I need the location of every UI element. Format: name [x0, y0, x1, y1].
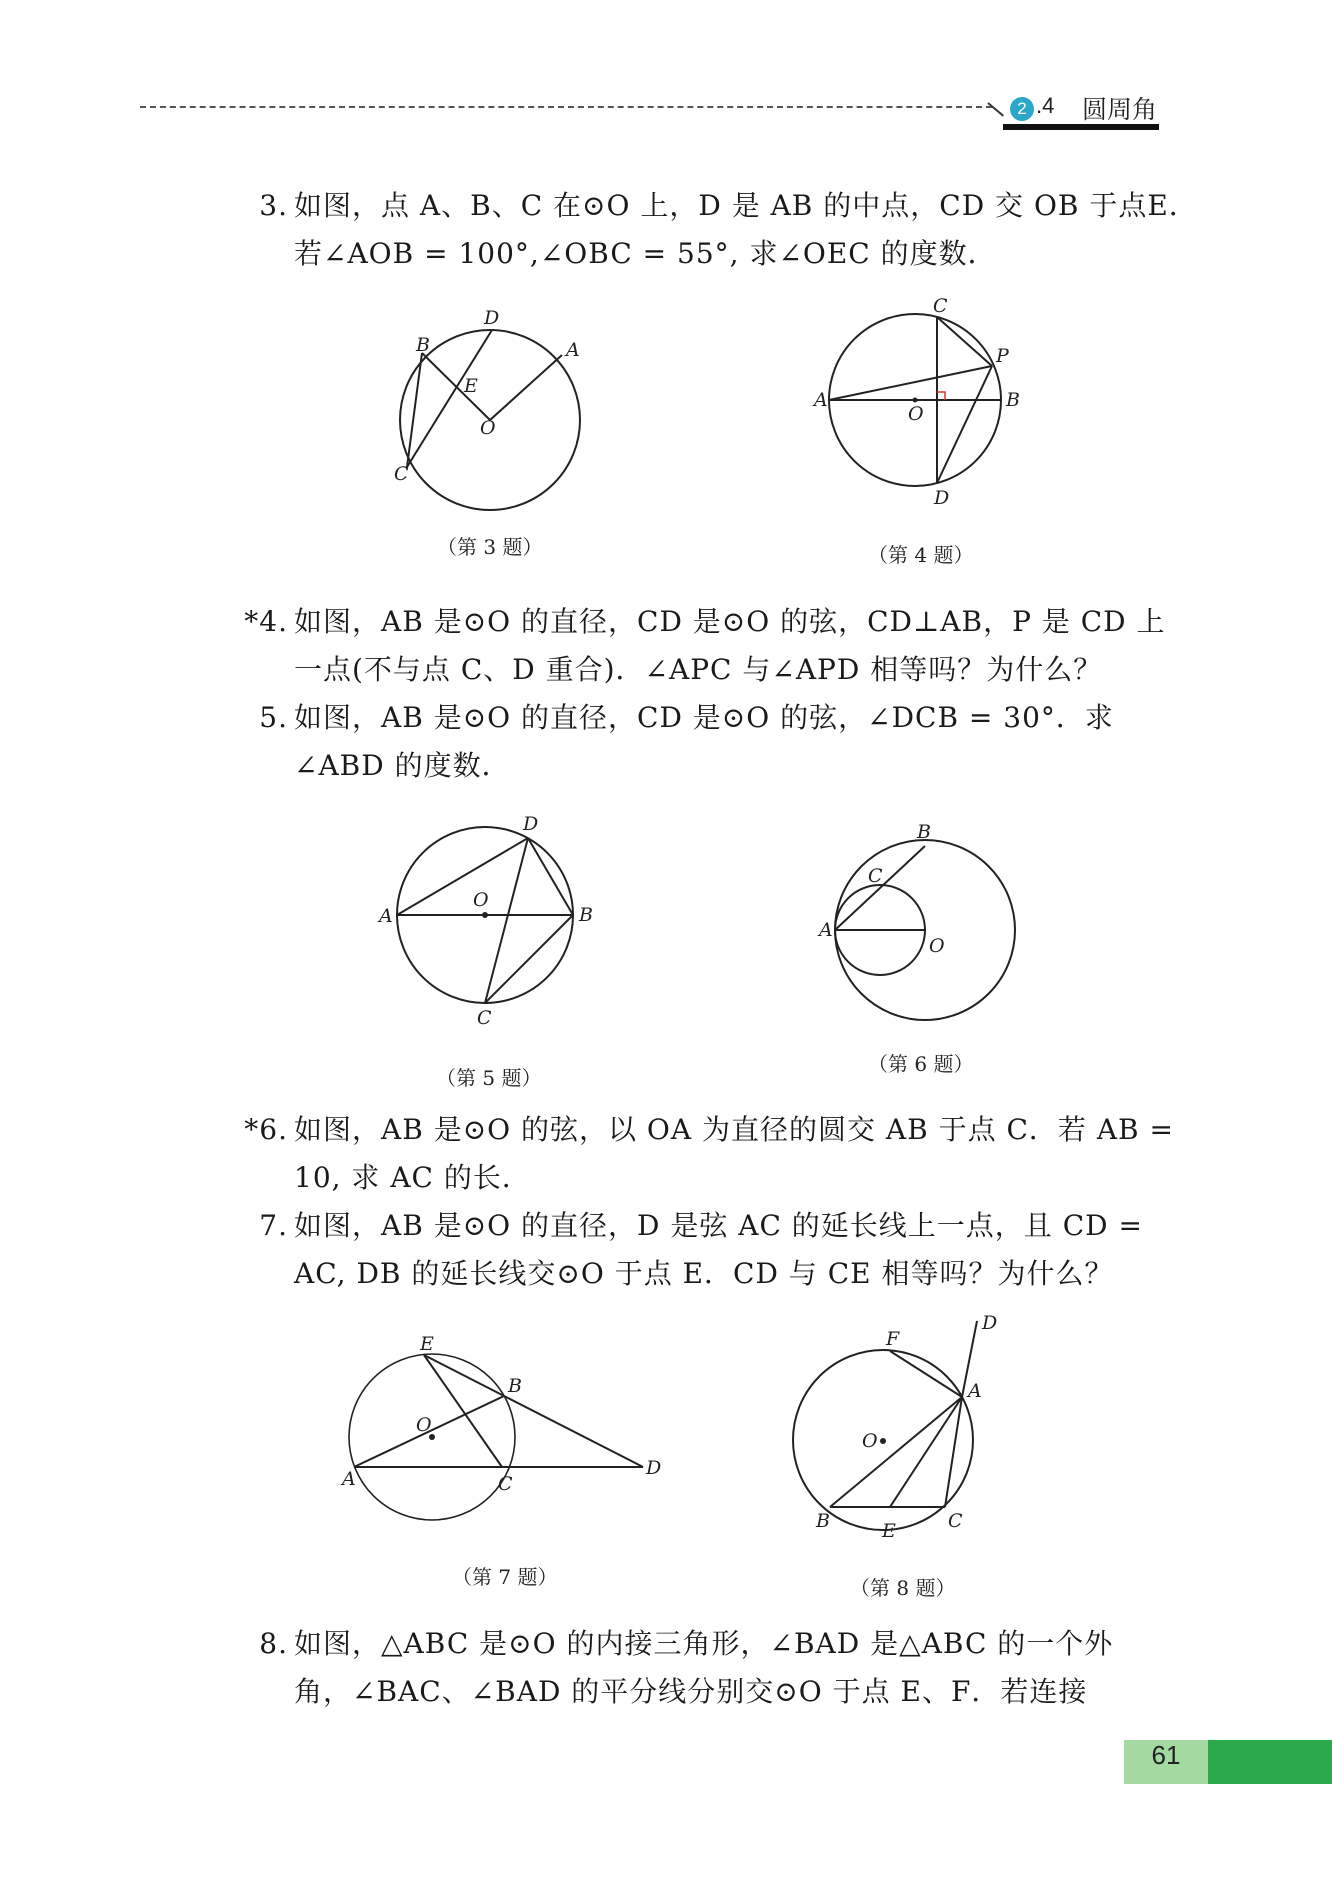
label-o: O — [480, 417, 496, 439]
label-c: C — [868, 865, 883, 887]
problem-4 — [240, 598, 1166, 694]
problem-5 — [240, 694, 1114, 790]
caption-fig8: （第 8 题） — [850, 1576, 956, 1600]
label-o: O — [862, 1430, 878, 1452]
problem-text-line: 如图，AB 是⊙O 的直径，CD 是⊙O 的弦，∠DCB = 30°．求 — [294, 701, 1114, 734]
problem-text-line: 如图，点 A、B、C 在⊙O 上，D 是 AB 的中点，CD 交 OB 于点E． — [294, 189, 1198, 222]
center-dot — [880, 1438, 886, 1444]
segment-dp — [937, 366, 992, 483]
caption-fig6: （第 6 题） — [868, 1052, 974, 1076]
problem-text-line: 10, 求 AC 的长． — [294, 1161, 531, 1194]
label-a: A — [819, 919, 833, 941]
header-underline-bar — [1003, 124, 1159, 130]
segment-ca — [945, 1397, 962, 1507]
segment-fa — [890, 1351, 962, 1397]
problem-text-line: 如图，AB 是⊙O 的直径，D 是弦 AC 的延长线上一点，且 CD = — [294, 1209, 1143, 1242]
label-b: B — [416, 334, 430, 356]
page-number: 61 — [1151, 1740, 1181, 1770]
section-number: .4 — [1036, 93, 1055, 118]
problem-number: 8. — [259, 1627, 288, 1660]
label-a: A — [379, 905, 393, 927]
problem-7 — [240, 1202, 1143, 1298]
right-angle-mark — [937, 392, 945, 400]
figure-7 — [340, 1333, 670, 1540]
line-ed — [424, 1355, 643, 1467]
segment-ap — [829, 366, 992, 400]
label-b: B — [1006, 389, 1020, 411]
label-b: B — [579, 904, 593, 926]
label-d: D — [523, 813, 539, 835]
figure-3 — [380, 300, 620, 520]
figure-6 — [805, 820, 1035, 1035]
problem-number: 5. — [259, 701, 288, 734]
label-o: O — [473, 889, 489, 911]
figure-8 — [790, 1312, 1010, 1555]
problem-number: 7. — [259, 1209, 288, 1242]
label-d: D — [934, 487, 950, 509]
segment-ba — [830, 1397, 962, 1507]
label-a: A — [814, 389, 828, 411]
problem-number: 3. — [259, 189, 288, 222]
problem-text-line: 若∠AOB = 100°,∠OBC = 55°, 求∠OEC 的度数． — [294, 237, 997, 270]
label-a: A — [968, 1380, 982, 1402]
label-c: C — [933, 295, 948, 317]
page-accent-bar — [1208, 1740, 1332, 1784]
problem-text-line: 如图，AB 是⊙O 的直径，CD 是⊙O 的弦，CD⊥AB，P 是 CD 上 — [294, 605, 1166, 638]
label-d: D — [646, 1457, 662, 1479]
section-title: 圆周角 — [1082, 95, 1158, 124]
segment-ea — [890, 1397, 962, 1507]
label-b: B — [816, 1510, 830, 1532]
problem-text-line: 如图，AB 是⊙O 的弦，以 OA 为直径的圆交 AB 于点 C．若 AB = — [294, 1113, 1174, 1146]
label-o: O — [908, 403, 924, 425]
label-d: D — [982, 1312, 998, 1334]
figure-5 — [375, 810, 615, 1040]
problem-6 — [240, 1106, 1174, 1202]
segment-cp — [937, 317, 992, 366]
problem-text-line: ∠ABD 的度数． — [294, 749, 511, 782]
header-dashed-rule — [140, 106, 992, 108]
label-c: C — [394, 463, 409, 485]
chord-dc — [485, 838, 528, 1003]
label-b: B — [917, 821, 931, 843]
problem-text-line: AC, DB 的延长线交⊙O 于点 E．CD 与 CE 相等吗？为什么？ — [294, 1257, 1114, 1290]
label-c: C — [498, 1473, 513, 1495]
label-e: E — [464, 375, 478, 397]
label-p: P — [996, 345, 1009, 367]
caption-fig4: （第 4 题） — [868, 543, 974, 567]
label-d: D — [484, 307, 500, 329]
label-b: B — [508, 1375, 522, 1397]
problem-text-line: 一点(不与点 C、D 重合)．∠APC 与∠APD 相等吗？为什么？ — [294, 653, 1103, 686]
caption-fig7: （第 7 题） — [452, 1565, 558, 1589]
problem-number: *6. — [244, 1113, 288, 1146]
chord-ab — [835, 846, 925, 930]
caption-fig5: （第 5 题） — [436, 1066, 542, 1090]
section-badge: 2 — [1010, 97, 1034, 121]
segment-cb — [485, 915, 573, 1003]
label-o: O — [416, 1414, 432, 1436]
segment-db — [528, 838, 573, 915]
label-f: F — [886, 1328, 900, 1350]
problem-8 — [240, 1620, 1113, 1716]
segment-ec — [424, 1355, 502, 1467]
label-a: A — [342, 1468, 356, 1490]
label-a: A — [566, 339, 580, 361]
problem-number: *4. — [244, 605, 288, 638]
label-c: C — [948, 1510, 963, 1532]
segment-oa — [490, 355, 562, 420]
figure-4 — [812, 295, 1042, 520]
caption-fig3: （第 3 题） — [437, 535, 543, 559]
header-slash — [987, 102, 1004, 116]
label-e: E — [420, 1333, 434, 1355]
label-o: O — [929, 935, 945, 957]
center-dot — [913, 398, 918, 403]
label-e: E — [882, 1520, 896, 1542]
problem-text-line: 如图，△ABC 是⊙O 的内接三角形，∠BAD 是△ABC 的一个外 — [294, 1627, 1114, 1660]
segment-ad — [397, 838, 528, 915]
label-c: C — [477, 1007, 492, 1029]
problem-3 — [240, 182, 1198, 278]
problem-text-line: 角，∠BAC、∠BAD 的平分线分别交⊙O 于点 E、F．若连接 — [294, 1675, 1088, 1708]
center-dot — [482, 912, 488, 918]
